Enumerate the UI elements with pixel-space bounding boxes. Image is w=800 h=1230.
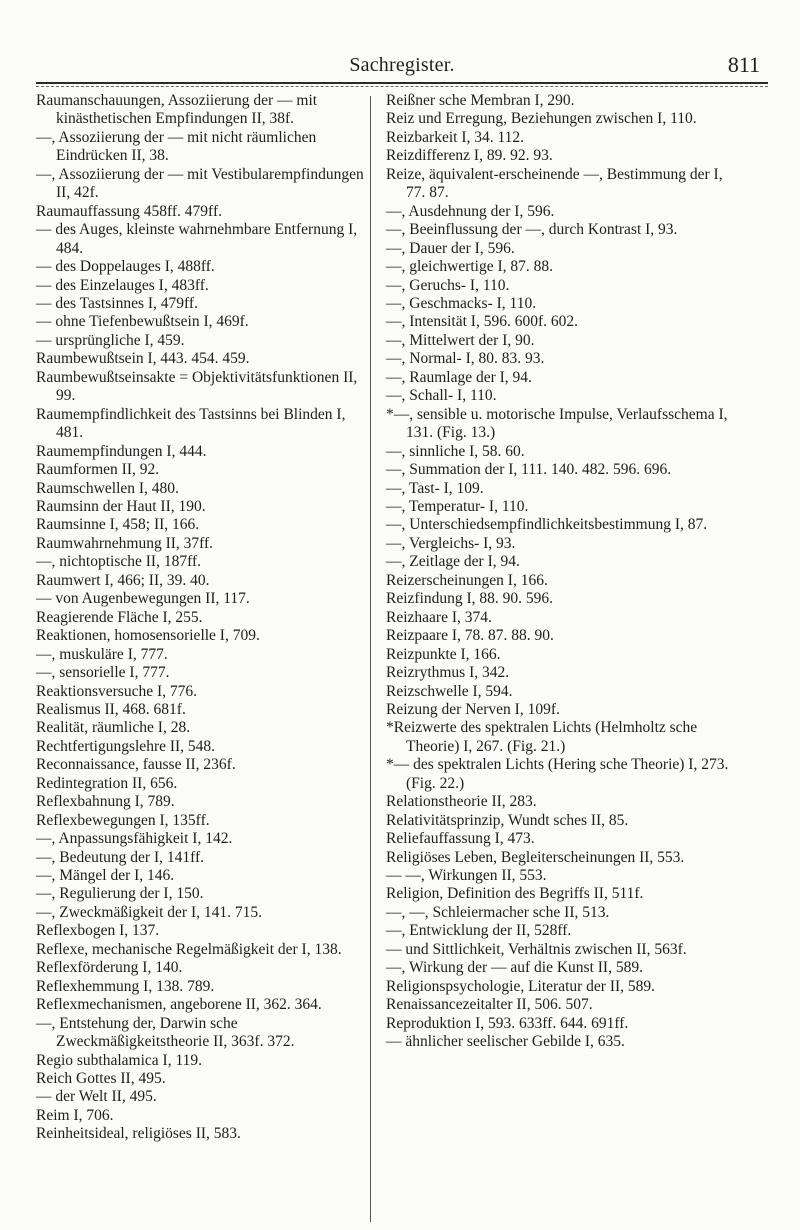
index-entry: Religiöses Leben, Begleiterscheinungen II, 553. [386, 848, 685, 866]
left-column [36, 92, 364, 1144]
index-entry: Reflexbewegungen I, 135ff. [36, 811, 210, 829]
index-entry: Reizfindung I, 88. 90. 596. [386, 590, 554, 608]
index-entry: *— des spektralen Lichts (Hering sche Theorie) I, 273. (Fig. 22.) [386, 756, 729, 792]
index-entry: —, gleichwertige I, 87. 88. [386, 258, 554, 276]
right-column [386, 92, 738, 1052]
index-entry: —, Bedeutung der I, 141ff. [36, 848, 205, 866]
index-entry: —, Mängel der I, 146. [36, 867, 175, 885]
index-entry: —, Assoziierung der — mit nicht räumlichen Eindrücken II, 38. [36, 128, 317, 165]
column-divider [370, 96, 371, 1222]
page-number: 811 [727, 52, 760, 77]
index-entry: Reflexbogen I, 137. [36, 922, 160, 940]
index-entry: — ohne Tiefenbewußtsein I, 469f. [36, 313, 249, 331]
index-entry: —, Beeinflussung der —, durch Kontrast I, 93. [386, 221, 678, 239]
index-entry: Reich Gottes II, 495. [36, 1070, 166, 1088]
header-rule-dashed [36, 86, 768, 87]
index-entry: Religionspsychologie, Literatur der II, 589. [386, 977, 656, 995]
index-entry: — der Welt II, 495. [36, 1088, 157, 1106]
index-entry: —, Intensität I, 596. 600f. 602. [386, 313, 579, 331]
index-entry: —, Assoziierung der — mit Vestibularempfindungen II, 42f. [36, 165, 364, 202]
index-entry: — des Doppelauges I, 488ff. [36, 258, 215, 276]
index-entry: Raumwert I, 466; II, 39. 40. [36, 571, 210, 589]
index-entry: —, Geruchs- I, 110. [386, 276, 510, 294]
index-entry: —, muskuläre I, 777. [36, 645, 168, 663]
index-entry: —, Vergleichs- I, 93. [386, 534, 516, 552]
index-entry: Redintegration II, 656. [36, 774, 178, 792]
index-entry: Reizpunkte I, 166. [386, 645, 501, 663]
header-rule [36, 82, 768, 84]
index-entry: —, Schall- I, 110. [386, 387, 497, 405]
index-entry: Reizschwelle I, 594. [386, 682, 513, 700]
index-entry: —, Temperatur- I, 110. [386, 497, 529, 515]
index-entry: Rechtfertigungslehre II, 548. [36, 737, 216, 755]
index-entry: Realität, räumliche I, 28. [36, 719, 191, 737]
index-entry: Reinheitsideal, religiöses II, 583. [36, 1125, 241, 1143]
index-entry: Raumbewußtsein I, 443. 454. 459. [36, 350, 250, 368]
index-entry: Raumformen II, 92. [36, 461, 160, 479]
index-entry: —, Raumlage der I, 94. [386, 368, 532, 386]
index-entry: —, nichtoptische II, 187ff. [36, 553, 202, 571]
index-entry: Reproduktion I, 593. 633ff. 644. 691ff. [386, 1014, 629, 1032]
index-entry: Reconnaissance, fausse II, 236f. [36, 756, 236, 774]
index-entry: Raumschwellen I, 480. [36, 479, 179, 497]
index-entry: Reizpaare I, 78. 87. 88. 90. [386, 627, 554, 645]
index-entry: —, Entstehung der, Darwin sche Zweckmäßigkeitstheorie II, 363f. 372. [36, 1014, 295, 1051]
index-entry: —, Dauer der I, 596. [386, 239, 515, 257]
index-entry: —, —, Schleiermacher sche II, 513. [386, 903, 610, 921]
index-entry: —, Summation der I, 111. 140. 482. 596. 696. [386, 461, 672, 479]
index-entry: Raumanschauungen, Assoziierung der — mit kinästhetischen Empfindungen II, 38f. [36, 92, 318, 128]
index-entry: —, Ausdehnung der I, 596. [386, 202, 555, 220]
index-entry: Reflexförderung I, 140. [36, 959, 183, 977]
index-entry: Reize, äquivalent-erscheinende —, Bestimmung der I, 77. 87. [386, 165, 723, 202]
index-entry: Reizung der Nerven I, 109f. [386, 700, 560, 718]
page-header [36, 50, 768, 82]
index-entry: Religion, Definition des Begriffs II, 511f. [386, 885, 644, 903]
index-entry: —, Unterschiedsempfindlichkeitsbestimmung I, 87. [386, 516, 708, 534]
index-entry: — des Tastsinnes I, 479ff. [36, 294, 198, 312]
index-entry: Reaktionen, homosensorielle I, 709. [36, 627, 260, 645]
index-entry: Raumauffassung 458ff. 479ff. [36, 202, 222, 220]
index-entry: Reizdifferenz I, 89. 92. 93. [386, 147, 553, 165]
index-entry: — von Augenbewegungen II, 117. [36, 590, 250, 608]
index-entry: Reiz und Erregung, Beziehungen zwischen I, 110. [386, 110, 697, 128]
index-entry: —, Entwicklung der II, 528ff. [386, 922, 572, 940]
index-entry: — ähnlicher seelischer Gebilde I, 635. [386, 1033, 625, 1051]
index-entry: —, Zweckmäßigkeit der I, 141. 715. [36, 903, 262, 921]
index-entry: Renaissancezeitalter II, 506. 507. [386, 996, 593, 1014]
index-entry: —, Anpassungsfähigkeit I, 142. [36, 830, 233, 848]
index-entry: —, Zeitlage der I, 94. [386, 553, 520, 571]
index-entry: Reizrythmus I, 342. [386, 664, 510, 682]
index-entry: —, Wirkung der — auf die Kunst II, 589. [386, 959, 643, 977]
index-entry: — —, Wirkungen II, 553. [386, 867, 547, 885]
index-entry: Regio subthalamica I, 119. [36, 1051, 203, 1069]
index-entry: — ursprüngliche I, 459. [36, 331, 185, 349]
index-entry: — des Einzelauges I, 483ff. [36, 276, 209, 294]
index-entry: Reflexe, mechanische Regelmäßigkeit der I, 138. [36, 940, 342, 958]
index-entry: Reagierende Fläche I, 255. [36, 608, 203, 626]
index-entry: Raumempfindlichkeit des Tastsinns bei Blinden I, 481. [36, 405, 346, 442]
index-entry: Reflexhemmung I, 138. 789. [36, 977, 215, 995]
index-entry: Relationstheorie II, 283. [386, 793, 537, 811]
index-entry: Reflexmechanismen, angeborene II, 362. 364. [36, 996, 322, 1014]
index-entry: —, Regulierung der I, 150. [36, 885, 204, 903]
index-entry: *Reizwerte des spektralen Lichts (Helmholtz sche Theorie) I, 267. (Fig. 21.) [386, 719, 698, 755]
index-entry: Reißner sche Membran I, 290. [386, 92, 575, 109]
index-entry: Raumsinn der Haut II, 190. [36, 497, 206, 515]
index-entry: Realismus II, 468. 681f. [36, 700, 186, 718]
index-entry: —, Mittelwert der I, 90. [386, 331, 535, 349]
index-entry: Raumwahrnehmung II, 37ff. [36, 534, 214, 552]
index-entry: Reliefauffassung I, 473. [386, 830, 535, 848]
index-entry: Reizhaare I, 374. [386, 608, 492, 626]
index-entry: Reaktionsversuche I, 776. [36, 682, 197, 700]
index-entry: —, Normal- I, 80. 83. 93. [386, 350, 545, 368]
index-entry: Raumbewußtseinsakte = Objektivitätsfunktionen II, 99. [36, 368, 358, 405]
index-entry: — und Sittlichkeit, Verhältnis zwischen II, 563f. [386, 940, 687, 958]
index-entry: —, sensorielle I, 777. [36, 664, 170, 682]
page-title: Sachregister. [349, 54, 455, 76]
index-entry: Raumsinne I, 458; II, 166. [36, 516, 200, 534]
index-entry: Relativitätsprinzip, Wundt sches II, 85. [386, 811, 629, 829]
index-entry: —, Geschmacks- I, 110. [386, 294, 537, 312]
index-entry: Reim I, 706. [36, 1106, 114, 1124]
index-entry: Reizerscheinungen I, 166. [386, 571, 548, 589]
index-entry: —, sinnliche I, 58. 60. [386, 442, 525, 460]
index-entry: Raumempfindungen I, 444. [36, 442, 207, 460]
index-entry: — des Auges, kleinste wahrnehmbare Entfernung I, 484. [36, 221, 358, 257]
index-entry: Reizbarkeit I, 34. 112. [386, 128, 525, 146]
index-entry: Reflexbahnung I, 789. [36, 793, 175, 811]
index-entry: —, Tast- I, 109. [386, 479, 484, 497]
index-entry: *—, sensible u. motorische Impulse, Verlaufsschema I, 131. (Fig. 13.) [386, 405, 728, 442]
